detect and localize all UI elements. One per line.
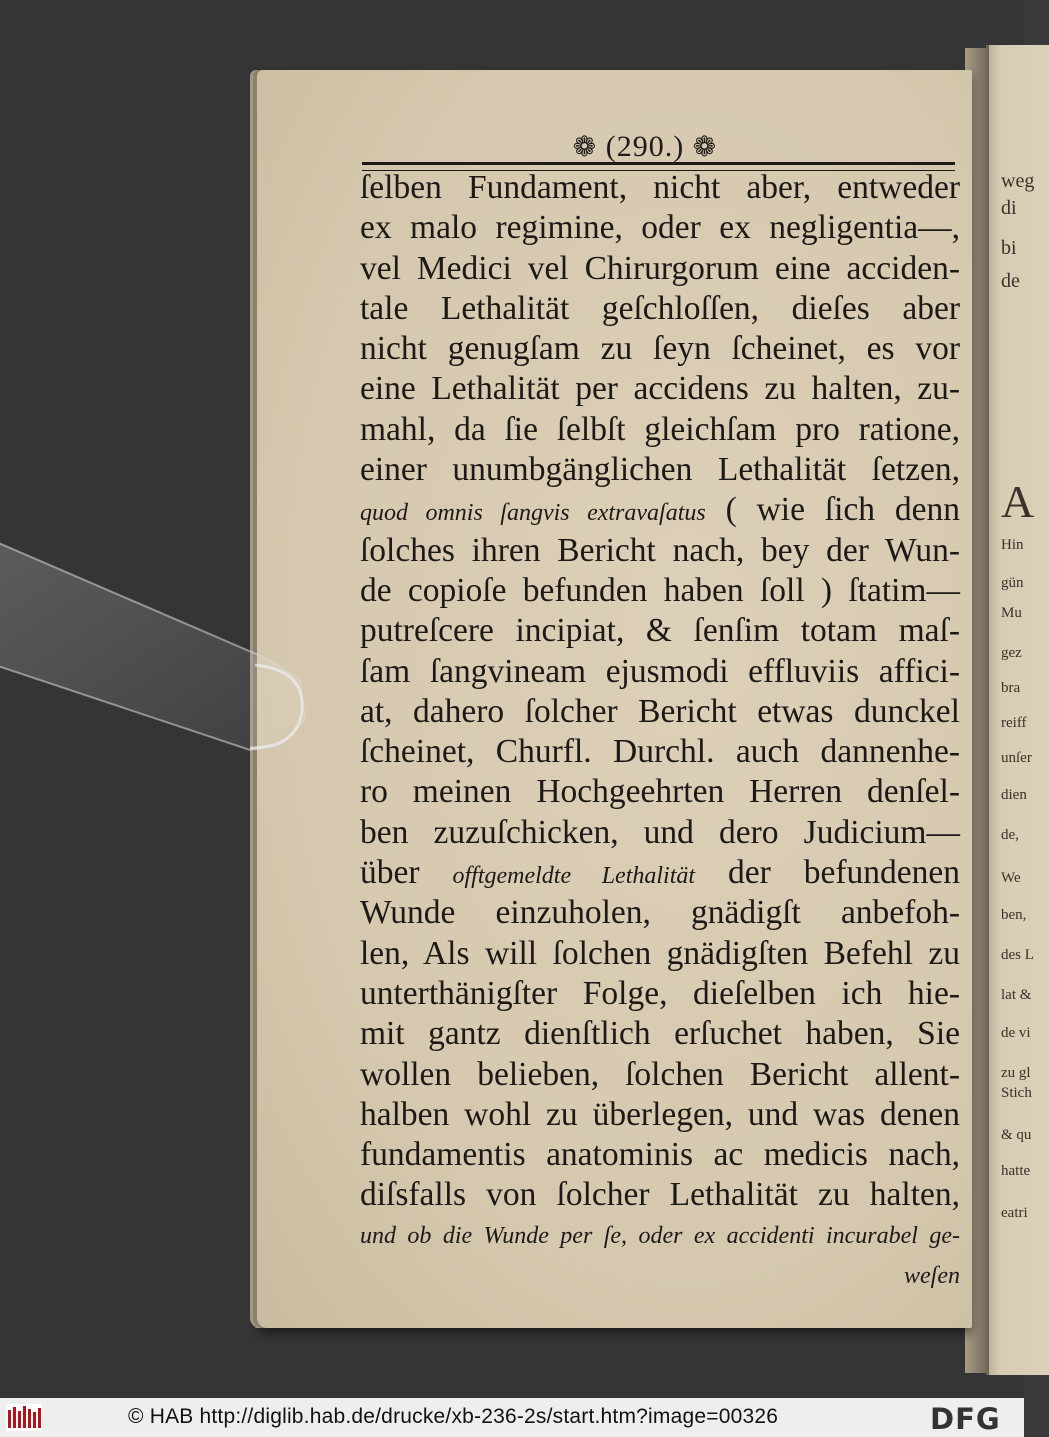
text-line: ſolches ihren Bericht nach, bey der Wun- [360,531,960,569]
text-line: ben zuzuſchicken, und dero Judicium— [360,813,960,851]
facing-page-fragment: ben, [1001,907,1027,923]
text-line: diſsfalls von ſolcher Lethalität zu halten, [360,1176,960,1214]
facing-page-fragment: reiff [1001,715,1027,731]
facing-page-fragment: Stich [1001,1085,1032,1101]
catchword: weſen [904,1263,960,1290]
hab-logo-icon [6,1404,42,1431]
text-line: mit gantz dienſtlich erſuchet haben, Sie [360,1015,960,1053]
facing-page-fragment: Mu [1001,605,1022,621]
facing-page-fragment: zu gl [1001,1065,1031,1081]
text-line: len, Als will ſolchen gnädigſten Befehl zu [360,934,960,972]
text-line: ſam ſangvineam ejusmodi effluviis affici- [360,652,960,690]
text-line: de copioſe befunden haben ſoll ) ſtatim— [360,571,960,609]
page-number: (290.) [605,130,685,163]
facing-page-fragment: de vi [1001,1025,1031,1041]
text-line: ex malo regimine, oder ex negligentia—, [360,209,960,247]
text-line: halben wohl zu überlegen, und was denen [360,1095,960,1133]
text-line: vel Medici vel Chirurgorum eine acciden- [360,249,960,287]
text-line: unterthänigſter Folge, dieſelben ich hie- [360,974,960,1012]
facing-page-fragment: lat & [1001,987,1032,1003]
text-segment: ( wie ſich denn [725,491,961,529]
text-line: Wunde einzuholen, gnädigſt anbefoh- [360,894,960,932]
text-segment: über [360,854,420,892]
text-line: ſcheinet, Churfl. Durchl. auch dannenhe- [360,733,960,771]
facing-page-fragment: gez [1001,645,1022,661]
facing-page-fragment: Hin [1001,537,1024,553]
text-block [360,168,960,1296]
facing-page-fragment: di [1001,197,1017,219]
text-line: einer unumbgänglichen Lethalität ſetzen, [360,451,960,489]
facing-page-fragment: unſer [1001,750,1032,766]
text-line-mixed [360,490,960,530]
text-line-mixed [360,853,960,893]
text-line: at, dahero ſolcher Bericht etwas dunckel [360,692,960,730]
flower-ornament-icon: ❁ [692,130,718,163]
running-head [330,130,960,164]
facing-page-fragment: des L [1001,947,1034,963]
flower-ornament-icon: ❁ [572,130,598,163]
facing-page-fragment: bi [1001,237,1017,259]
facing-page-fragment: weg [1001,170,1035,192]
text-line: mahl, da ſie ſelbſt gleichſam pro ratione, [360,410,960,448]
text-line: eine Lethalität per accidens zu halten, zu- [360,370,960,408]
facing-page-fragment: de, [1001,827,1019,843]
dfg-logo: DFG [930,1402,1001,1436]
text-line: tale Lethalität geſchloſſen, dieſes aber [360,289,960,327]
text-line: ſelben Fundament, nicht aber, entweder [360,169,960,206]
italic-phrase: quod omnis ſangvis extravaſatus [360,500,706,527]
facing-page-fragment: bra [1001,680,1021,696]
facing-page-fragment: gün [1001,575,1024,591]
facing-page-fragment: dien [1001,787,1027,803]
text-line: nicht genugſam zu ſeyn ſcheinet, es vor [360,330,960,368]
text-line: fundamentis anatominis ac medicis nach, [360,1136,960,1174]
italic-phrase: offtgemeldte Lethalität [452,863,696,890]
text-line: wollen belieben, ſolchen Bericht allent- [360,1055,960,1093]
text-segment: der befundenen [728,854,961,892]
italic-line: und ob die Wunde per ſe, oder ex accidenti incurabel ge- [360,1222,960,1249]
footer-bar [0,1398,1024,1437]
facing-page [986,45,1049,1375]
facing-page-initial: A [1001,476,1035,527]
facing-page-fragment: & qu [1001,1127,1032,1143]
facing-page-fragment: We [1001,870,1021,886]
text-line: putreſcere incipiat, & ſenſim totam maſ- [360,612,960,650]
facing-page-fragment: hatte [1001,1163,1031,1179]
text-line: ro meinen Hochgeehrten Herren denſel- [360,773,960,811]
facing-page-fragment: eatri [1001,1205,1028,1221]
copyright-url: © HAB http://diglib.hab.de/drucke/xb-236-2s/start.htm?image=00326 [128,1405,779,1428]
facing-page-fragment: de [1001,270,1020,292]
